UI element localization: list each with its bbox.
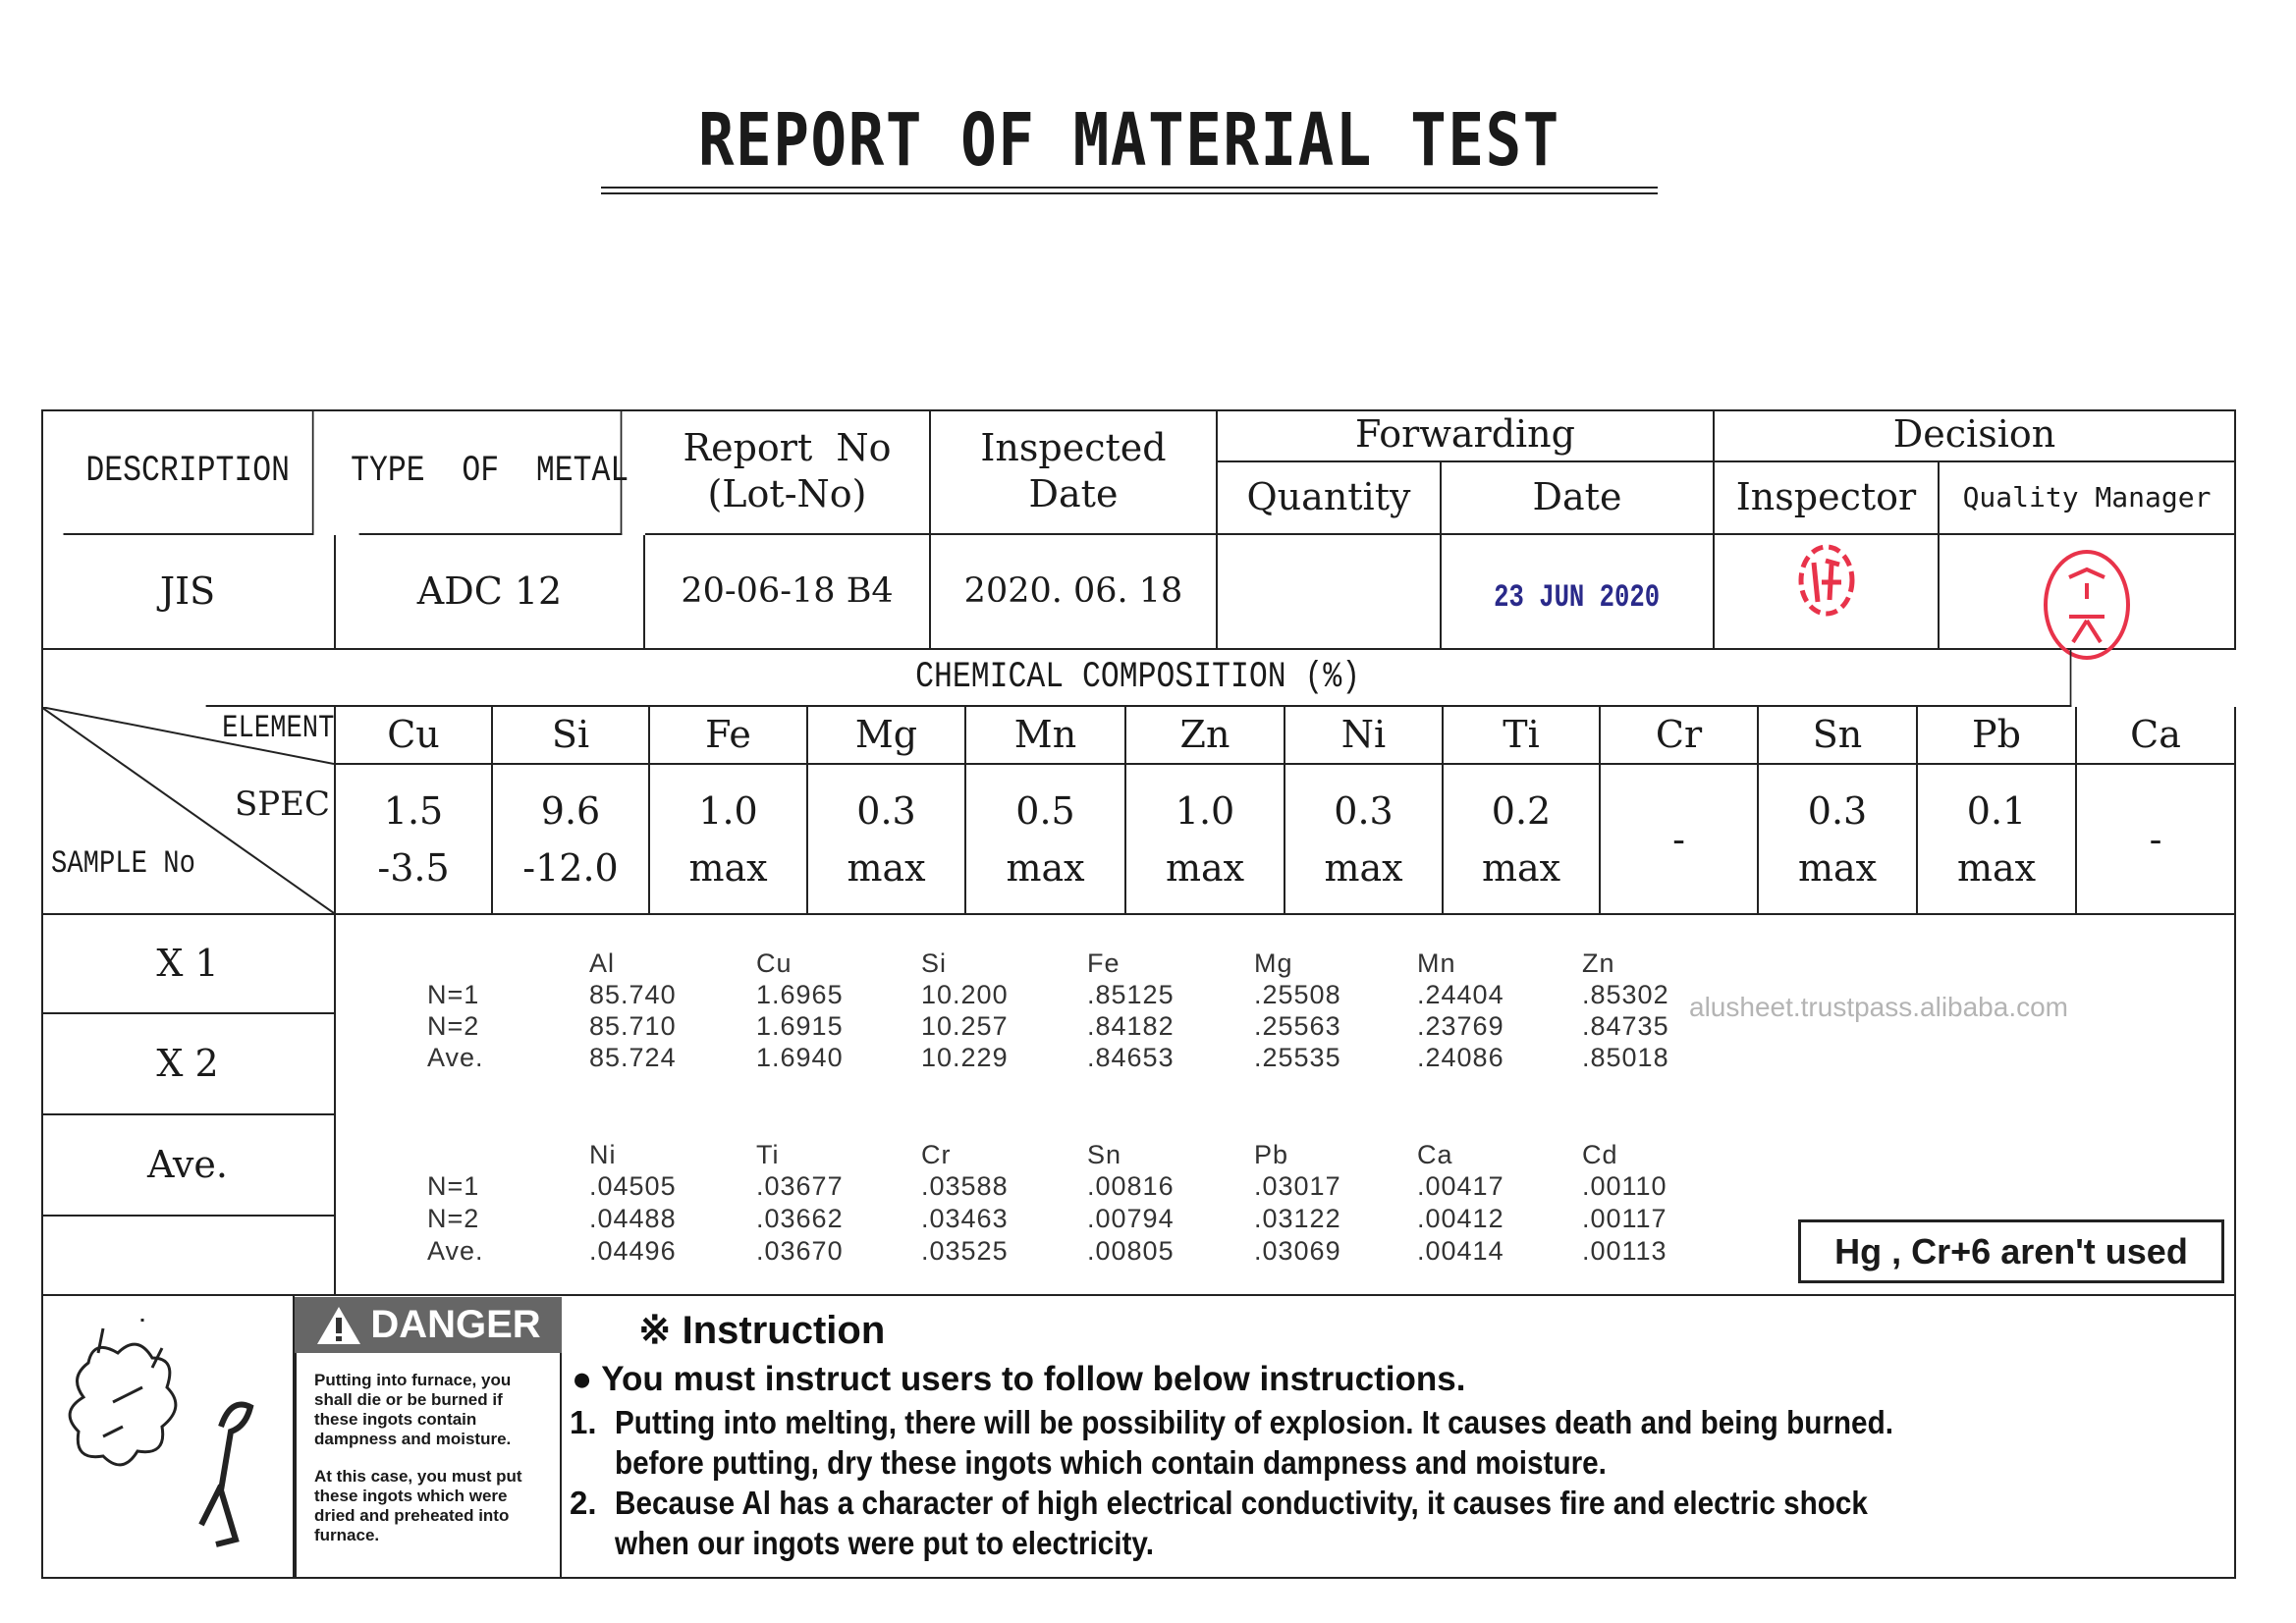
result-element-label: Cr [921,1140,952,1169]
element-header: Ca [2077,707,2236,765]
header-description: DESCRIPTION [64,409,314,535]
spec-line-2: max [1324,845,1403,890]
title-underline [601,187,1658,189]
instruction-1-num: 1. [570,1404,597,1440]
spec-line-2: max [688,845,768,890]
description-value: JIS [41,535,336,650]
header-inspector: Inspector [1715,462,1940,535]
element-spec-sample-header [41,707,336,915]
result-element-label: Cu [756,948,793,978]
result-row-label: N=2 [427,1011,480,1041]
element-spec [1759,765,1918,915]
element-spec [1285,765,1444,915]
result-row-label: N=2 [427,1204,480,1233]
danger-text-2: At this case, you must put these ingots which were dried and preheated into furnace. [314,1467,522,1544]
result-value: 85.740 [589,980,677,1009]
sample-ave: Ave. [41,1115,336,1217]
element-label: ELEMENT [221,710,334,746]
result-row-label: N=1 [427,1171,480,1201]
element-spec [1601,765,1759,915]
element-spec [966,765,1126,915]
element-spec [650,765,808,915]
result-value: .84735 [1582,1011,1669,1041]
element-spec [1918,765,2077,915]
instruction-1-line1: Putting into melting, there will be possibility of explosion. It causes death and being burned. [615,1404,1893,1440]
chemical-composition-title: CHEMICAL COMPOSITION (%) [206,650,2072,707]
header-forwarding-date: Date [1442,462,1715,535]
report-title: REPORT OF MATERIAL TEST [698,98,1560,183]
element-spec [1444,765,1601,915]
inspected-date-value: 2020. 06. 18 [931,535,1218,650]
spec-line-1: 1.0 [1175,788,1235,833]
result-element-label: Fe [1087,948,1121,978]
danger-text-box [295,1353,562,1579]
hg-cr-note [1798,1219,2224,1283]
result-value: .00816 [1087,1171,1175,1201]
inspected-label: Inspected [980,425,1167,469]
sample-blank [41,1217,336,1296]
explosion-illustration [41,1296,295,1579]
result-value: .00117 [1582,1204,1667,1233]
result-value: .23769 [1417,1011,1504,1041]
danger-header [295,1297,562,1353]
result-value: .85125 [1087,980,1175,1009]
header-inspected-date [931,409,1218,535]
result-value: 10.200 [921,980,1009,1009]
result-value: 1.6940 [756,1043,844,1072]
result-element-label: Al [589,948,616,978]
result-value: .00113 [1582,1236,1667,1266]
result-element-label: Mg [1254,948,1293,978]
header-type-of-metal: TYPE OF METAL [359,409,623,535]
element-header: Pb [1918,707,2077,765]
result-value: .03122 [1254,1204,1341,1233]
result-value: .85018 [1582,1043,1669,1072]
element-header: Mn [966,707,1126,765]
result-element-label: Ti [756,1140,780,1169]
result-element-label: Ni [589,1140,617,1169]
type-of-metal-value: ADC 12 [336,535,645,650]
result-value: .25535 [1254,1043,1341,1072]
element-header: Cu [336,707,493,765]
spec-line-2: max [1006,845,1085,890]
result-element-label: Zn [1582,948,1615,978]
result-value: .85302 [1582,980,1669,1009]
inspector-seal-cell [1715,535,1940,650]
result-value: .24404 [1417,980,1504,1009]
instruction-2-line1: Because Al has a character of high electrical conductivity, it causes fire and electric shock [615,1485,1868,1521]
header-forwarding: Forwarding [1218,409,1715,462]
result-value: .04488 [589,1204,677,1233]
instruction-2-line2: when our ingots were put to electricity. [615,1525,1154,1561]
danger-text-1: Putting into furnace, you shall die or be burned if these ingots contain dampness and moisture. [314,1371,512,1448]
result-value: .00417 [1417,1171,1504,1201]
spec-line-2: -3.5 [377,845,450,890]
element-spec [336,765,493,915]
spec-line-1: - [2149,817,2162,861]
element-spec [808,765,966,915]
result-element-label: Mn [1417,948,1456,978]
spec-line-2: max [1956,845,2037,890]
spec-line-1: 0.5 [1015,788,1075,833]
result-value: .03069 [1254,1236,1341,1266]
spec-line-1: - [1672,817,1685,861]
report-no-label: Report No [683,425,892,469]
title-underline [601,192,1658,194]
result-element-label: Si [921,948,948,978]
sample-no-label: SAMPLE No [51,845,195,882]
spec-line-2: max [1481,845,1561,890]
hg-cr-note-text: Hg , Cr+6 aren't used [1834,1230,2188,1271]
result-value: 1.6965 [756,980,844,1009]
header-quality-manager: Quality Manager [1940,462,2236,535]
header-quantity: Quantity [1218,462,1442,535]
result-element-label: Ca [1417,1140,1453,1169]
spec-line-1: 0.3 [1807,788,1868,833]
element-header: Sn [1759,707,1918,765]
result-value: .03017 [1254,1171,1341,1201]
spec-line-1: 1.0 [698,788,758,833]
element-spec [1126,765,1285,915]
header-decision: Decision [1715,409,2236,462]
result-value: .00412 [1417,1204,1504,1233]
forwarding-date-cell [1442,535,1715,650]
explosion-man-icon [54,1309,280,1564]
result-row-label: N=1 [427,980,480,1009]
header-report-no [645,409,931,535]
element-header: Mg [808,707,966,765]
result-value: .03463 [921,1204,1009,1233]
instruction-2-num: 2. [570,1485,597,1521]
result-value: .00805 [1087,1236,1175,1266]
result-value: .03677 [756,1171,844,1201]
element-header: Fe [650,707,808,765]
element-header: Ni [1285,707,1444,765]
report-no-value: 20-06-18 B4 [645,535,931,650]
result-value: .24086 [1417,1043,1504,1072]
result-value: .00414 [1417,1236,1504,1266]
spec-line-1: 0.3 [856,788,916,833]
spec-label: SPEC [234,784,330,824]
result-value: .03525 [921,1236,1009,1266]
result-value: .04505 [589,1171,677,1201]
result-value: .00794 [1087,1204,1175,1233]
result-value: .25563 [1254,1011,1341,1041]
spec-line-1: 9.6 [540,788,601,833]
spec-line-1: 0.1 [1966,788,2027,833]
manager-seal-icon [2040,548,2134,666]
lot-no-label: (Lot-No) [707,472,867,515]
sample-x2: X 2 [41,1014,336,1115]
result-value: 1.6915 [756,1011,844,1041]
quantity-value [1218,535,1442,650]
element-header: Si [493,707,650,765]
result-element-label: Cd [1582,1140,1618,1169]
spec-line-1: 0.3 [1334,788,1394,833]
spec-line-1: 1.5 [383,788,444,833]
result-value: .00110 [1582,1171,1667,1201]
spec-line-2: -12.0 [522,845,619,890]
danger-label: DANGER [370,1303,541,1346]
warning-triangle-icon [315,1305,362,1346]
result-value: .03662 [756,1204,844,1233]
result-element-label: Sn [1087,1140,1122,1169]
result-row-label: Ave. [427,1043,484,1072]
instruction-title: ※ Instruction [638,1309,886,1352]
element-spec [2077,765,2236,915]
spec-line-2: max [1797,845,1878,890]
spec-line-2: max [847,845,926,890]
result-value: 85.710 [589,1011,677,1041]
result-value: .03588 [921,1171,1009,1201]
result-value: 85.724 [589,1043,677,1072]
result-value: .25508 [1254,980,1341,1009]
result-value: .84182 [1087,1011,1175,1041]
result-value: 10.257 [921,1011,1009,1041]
instruction-lead: ● You must instruct users to follow below instructions. [572,1360,1466,1398]
result-value: 10.229 [921,1043,1009,1072]
instruction-1-line2: before putting, dry these ingots which contain dampness and moisture. [615,1444,1607,1481]
forwarding-date-stamp: 23 JUN 2020 [1494,578,1661,616]
element-header: Zn [1126,707,1285,765]
inspector-seal-icon [1792,543,1861,622]
manager-seal-cell [1940,535,2236,650]
spec-line-2: max [1165,845,1245,890]
sample-x1: X 1 [41,915,336,1014]
element-header: Ti [1444,707,1601,765]
element-header: Cr [1601,707,1759,765]
result-value: .84653 [1087,1043,1175,1072]
result-element-label: Pb [1254,1140,1289,1169]
result-row-label: Ave. [427,1236,484,1266]
spec-line-1: 0.2 [1491,788,1552,833]
result-value: .04496 [589,1236,677,1266]
watermark: alusheet.trustpass.alibaba.com [1689,992,2068,1022]
date-label: Date [1028,472,1119,515]
element-spec [493,765,650,915]
result-value: .03670 [756,1236,844,1266]
